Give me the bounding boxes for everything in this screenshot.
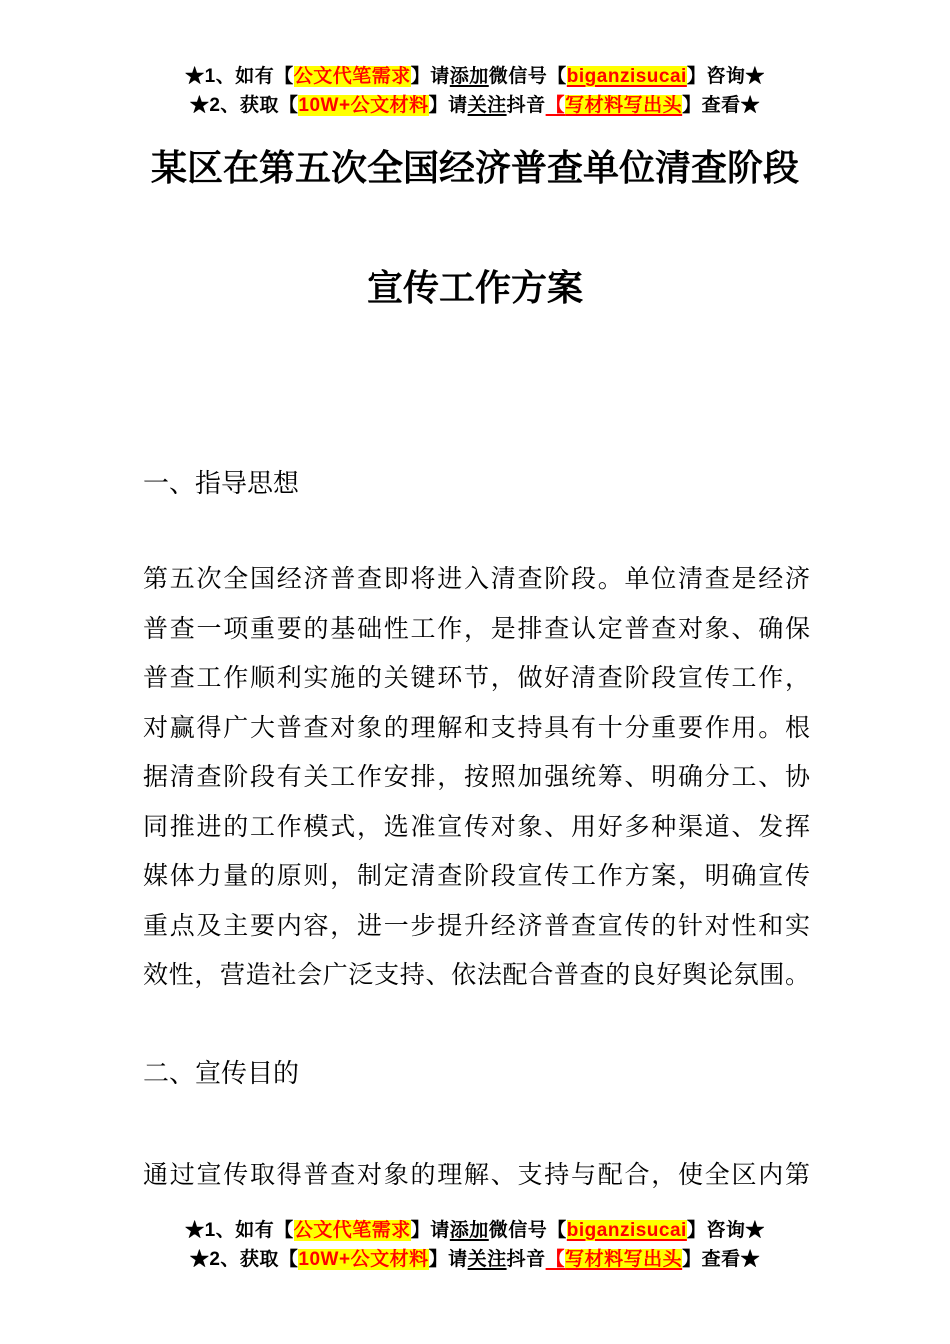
promo-text-run: 10W+公文材料 — [298, 1249, 429, 1270]
promo-header — [0, 62, 950, 120]
paragraph-line: 第五次全国经济普查即将进入清查阶段。单位清查是经济 — [143, 565, 810, 593]
promo-text-run: 】咨询★ — [686, 1220, 765, 1241]
promo-text-run: 微信号【 — [488, 1220, 567, 1241]
promo-text-run: ★2、获取【 — [189, 1249, 299, 1270]
paragraph-line: 普查工作顺利实施的关键环节，做好清查阶段宣传工作， — [143, 664, 810, 692]
promo-text-run: 】咨询★ — [686, 66, 765, 87]
promo-text-run: 写材料写出头 — [565, 1249, 683, 1270]
section-heading-2: 二、宣传目的 — [143, 1058, 300, 1088]
promo-text-run: 】请 — [428, 1249, 468, 1270]
promo-text-run: 抖音 — [506, 1249, 546, 1270]
paragraph-line: 对赢得广大普查对象的理解和支持具有十分重要作用。根 — [143, 713, 810, 742]
paragraph-line: 重点及主要内容，进一步提升经济普查宣传的针对性和实 — [143, 911, 810, 940]
promo-text-run: biganzisucai — [566, 66, 687, 87]
promo-text-run: 10W+公文材料 — [298, 95, 429, 116]
promo-text-run: 微信号【 — [488, 66, 567, 87]
promo-text-run: 添加 — [449, 66, 489, 87]
paragraph-line: 同推进的工作模式，选准宣传对象、用好多种渠道、发挥 — [143, 812, 810, 841]
promo-text-run: 】查看★ — [682, 1249, 761, 1270]
promo-text-run: 】请 — [410, 66, 450, 87]
doc-title-line-1: 某区在第五次全国经济普查单位清查阶段 — [150, 147, 799, 188]
promo-text-run: 【 — [545, 95, 566, 116]
promo-footer-line-1 — [0, 1216, 950, 1245]
promo-text-run: 【 — [545, 1249, 566, 1270]
promo-footer — [0, 1216, 950, 1274]
promo-text-run: 关注 — [467, 95, 507, 116]
promo-text-run: ★1、如有【 — [185, 66, 294, 87]
paragraph-line: 通过宣传取得普查对象的理解、支持与配合，使全区内第 — [143, 1161, 810, 1189]
promo-text-run: 公文代笔需求 — [293, 66, 411, 87]
paragraph-line: 普查一项重要的基础性工作，是排查认定普查对象、确保 — [143, 614, 810, 643]
section-heading-1: 一、指导思想 — [143, 468, 300, 498]
promo-text-run: 】请 — [428, 95, 468, 116]
promo-text-run: 关注 — [467, 1249, 507, 1270]
paragraph-line: 据清查阶段有关工作安排，按照加强统筹、明确分工、协 — [143, 763, 810, 791]
promo-text-run: 抖音 — [506, 95, 546, 116]
promo-text-run: ★2、获取【 — [189, 95, 299, 116]
paragraph-line: 效性，营造社会广泛支持、依法配合普查的良好舆论氛围。 — [143, 961, 810, 989]
promo-text-run: 添加 — [449, 1220, 489, 1241]
promo-footer-line-2 — [0, 1245, 950, 1274]
promo-text-run: ★1、如有【 — [185, 1220, 294, 1241]
promo-header-line-2 — [0, 91, 950, 120]
promo-header-line-1 — [0, 62, 950, 91]
promo-text-run: 】查看★ — [682, 95, 761, 116]
section-1-paragraph — [143, 555, 810, 1001]
promo-text-run: 】请 — [410, 1220, 450, 1241]
doc-title-line-2: 宣传工作方案 — [366, 267, 583, 308]
promo-text-run: 写材料写出头 — [565, 95, 683, 116]
section-2-paragraph — [143, 1151, 810, 1201]
paragraph-line: 媒体力量的原则，制定清查阶段宣传工作方案，明确宣传 — [143, 862, 810, 890]
promo-text-run: 公文代笔需求 — [293, 1220, 411, 1241]
promo-text-run: biganzisucai — [566, 1220, 687, 1241]
